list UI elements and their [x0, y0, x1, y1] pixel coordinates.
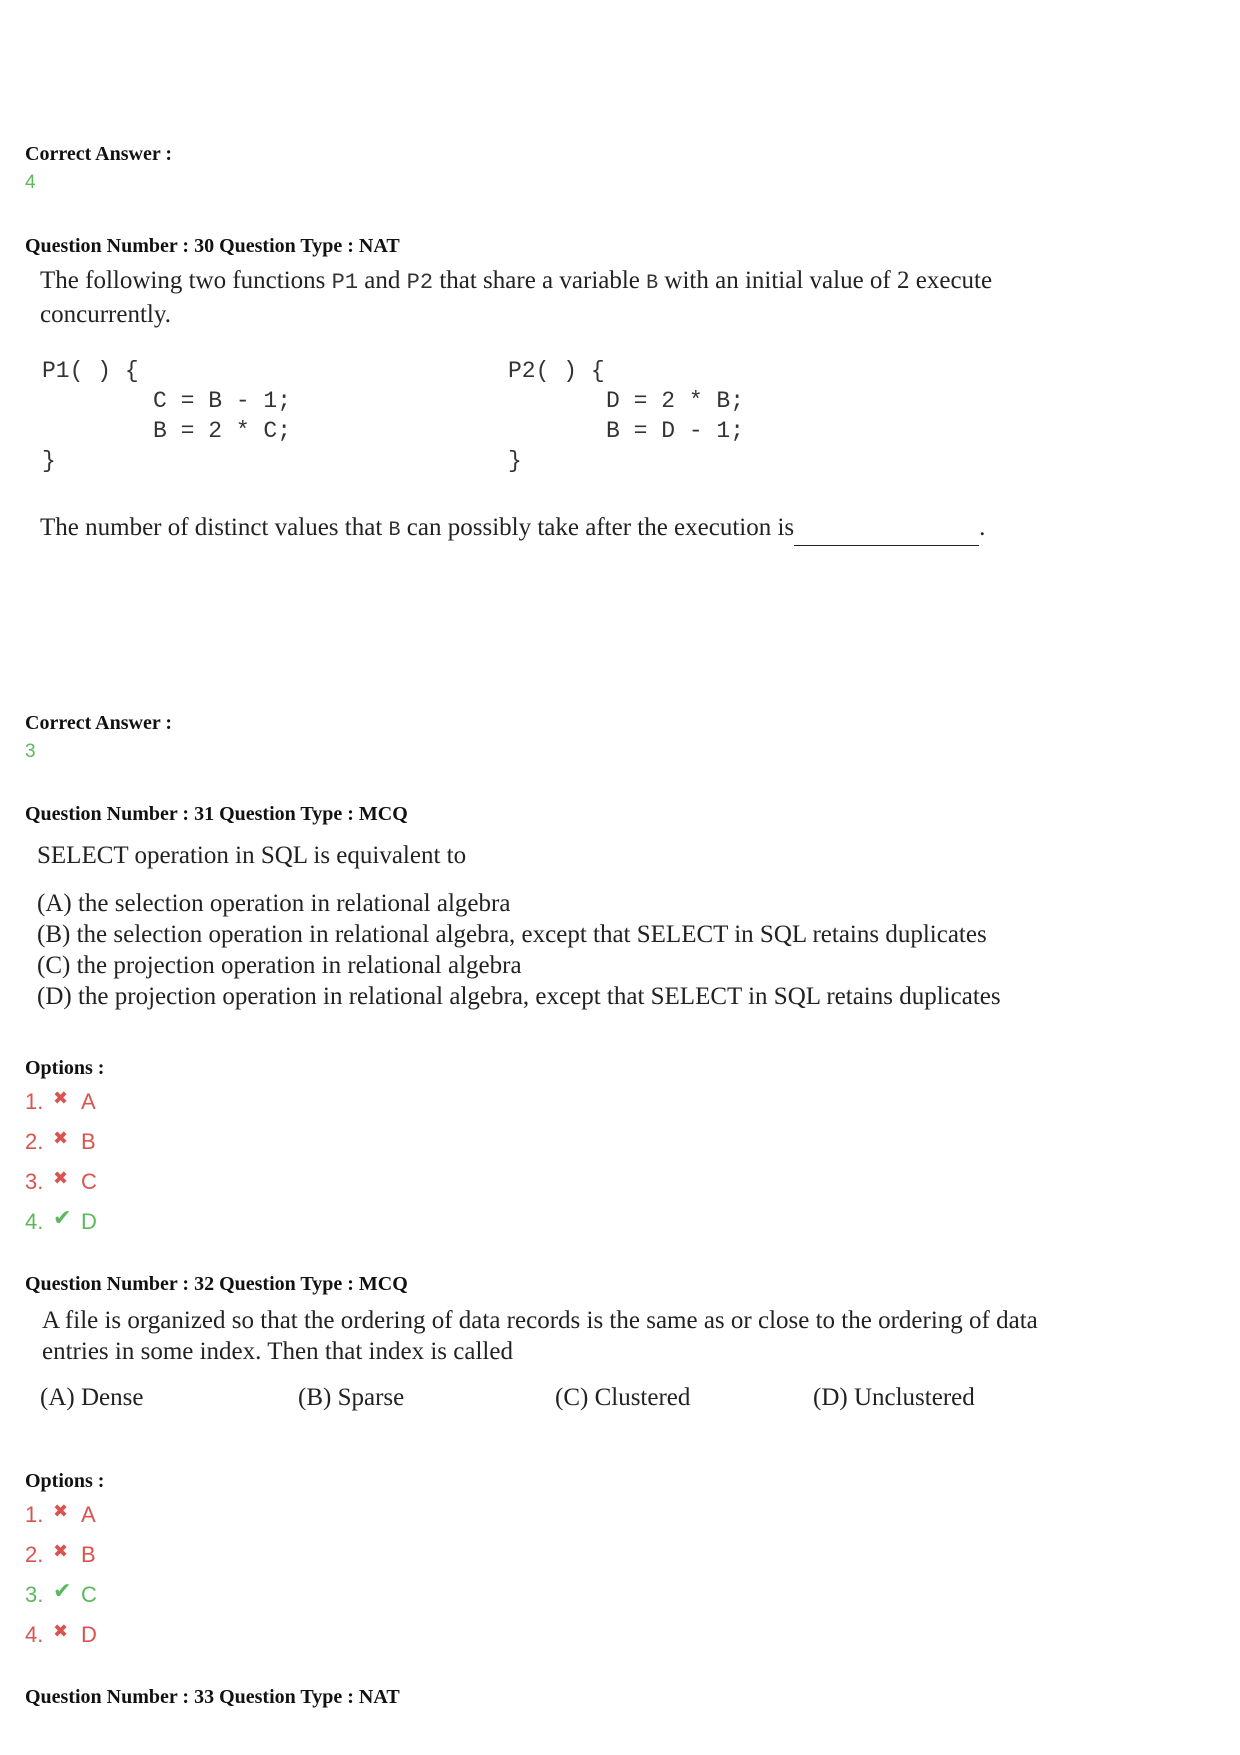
wrong-icon: ✖ [53, 1168, 69, 1188]
correct-answer-label: Correct Answer : [25, 712, 172, 734]
wrong-icon: ✖ [53, 1541, 69, 1561]
question-header: Question Number : 31 Question Type : MCQ [25, 803, 408, 825]
wrong-icon: ✖ [53, 1128, 69, 1148]
correct-answer-label: Correct Answer : [25, 143, 172, 165]
question-text: A file is organized so that the ordering of data records is the same as or close to the ordering of data entries in some index. Then that index is called [42, 1307, 1038, 1365]
wrong-icon: ✖ [53, 1088, 69, 1108]
choice-d: (D) Unclustered [813, 1384, 975, 1411]
choice-b: (B) the selection operation in relational algebra, except that SELECT in SQL retains duplicates [37, 921, 987, 948]
choice-row [0, 1382, 1240, 1414]
option-row: 2. ✖ B [25, 1125, 97, 1159]
option-row: 2. ✖ B [25, 1538, 97, 1572]
option-row: 1. ✖ A [25, 1498, 97, 1532]
question-tail-text: The number of distinct values that B can possibly take after the execution is . [40, 512, 1140, 546]
question-header: Question Number : 30 Question Type : NAT [25, 235, 400, 257]
answer-blank [794, 523, 979, 546]
check-icon: ✔ [53, 1205, 72, 1230]
check-icon: ✔ [53, 1578, 72, 1603]
wrong-icon: ✖ [53, 1501, 69, 1521]
question-header: Question Number : 33 Question Type : NAT [25, 1686, 400, 1708]
choice-c: (C) Clustered [555, 1384, 691, 1411]
option-row: 4. ✔ D [25, 1205, 97, 1234]
options-label: Options : [25, 1470, 105, 1492]
choice-a: (A) Dense [40, 1384, 144, 1411]
option-row: 3. ✖ C [25, 1165, 97, 1199]
options-list [25, 1085, 97, 1239]
option-row: 1. ✖ A [25, 1085, 97, 1119]
question-header: Question Number : 32 Question Type : MCQ [25, 1273, 408, 1295]
choice-a: (A) the selection operation in relational algebra [37, 890, 511, 917]
options-list [25, 1498, 97, 1652]
question-text: SELECT operation in SQL is equivalent to [37, 842, 467, 869]
option-row: 3. ✔ C [25, 1578, 97, 1607]
choice-d: (D) the projection operation in relational algebra, except that SELECT in SQL retains duplicates [37, 983, 1001, 1010]
option-row: 4. ✖ D [25, 1618, 97, 1652]
correct-answer-value: 3 [25, 741, 36, 762]
options-label: Options : [25, 1057, 105, 1079]
wrong-icon: ✖ [53, 1621, 69, 1641]
choice-b: (B) Sparse [298, 1384, 405, 1411]
choice-list [37, 888, 1001, 1012]
choice-c: (C) the projection operation in relational algebra [37, 952, 522, 979]
correct-answer-value: 4 [25, 172, 36, 193]
question-text: The following two functions P1 and P2 that share a variable B with an initial value of 2 execute concurrently. [40, 267, 993, 328]
